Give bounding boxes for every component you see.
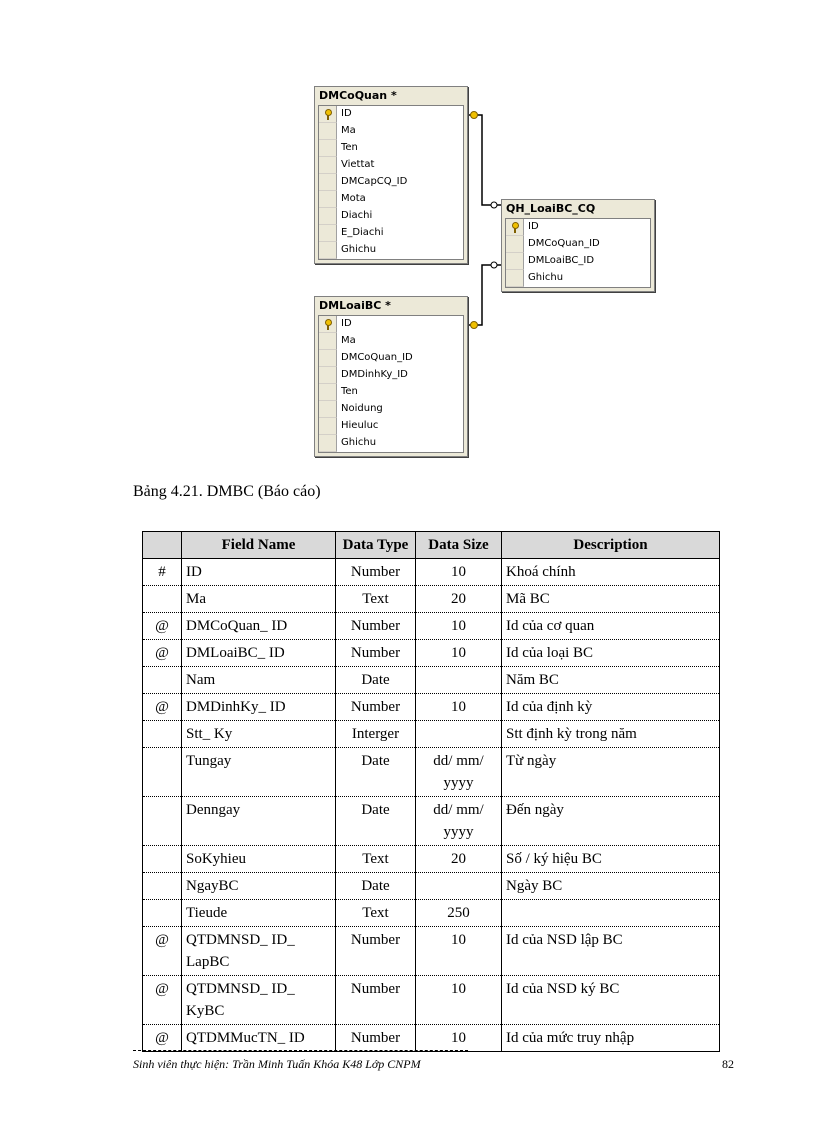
table-dmcoquan[interactable]	[314, 86, 468, 264]
field-row[interactable]	[319, 208, 463, 225]
cell-data-type: Number	[336, 559, 416, 586]
cell-field-name: QTDMMucTN_ ID	[182, 1025, 336, 1052]
table-row	[143, 1025, 720, 1052]
field-name: DMCoQuan_ID	[524, 236, 650, 253]
field-row[interactable]	[506, 253, 650, 270]
cell-data-size: 10	[416, 1025, 502, 1052]
field-row[interactable]	[506, 236, 650, 253]
cell-field-name: Tungay	[182, 748, 336, 797]
cell-data-size	[416, 873, 502, 900]
cell-data-type: Number	[336, 976, 416, 1025]
table-qh-loaibc-cq[interactable]	[501, 199, 655, 292]
cell-marker: @	[143, 927, 182, 976]
cell-data-type: Interger	[336, 721, 416, 748]
table-title: QH_LoaiBC_CQ	[506, 202, 596, 215]
table-row	[143, 613, 720, 640]
cell-description: Ngày BC	[502, 873, 720, 900]
cell-field-name: SoKyhieu	[182, 846, 336, 873]
table-title: DMLoaiBC *	[319, 299, 391, 312]
cell-data-size: 10	[416, 640, 502, 667]
field-name: Ten	[337, 140, 463, 157]
table-row	[143, 586, 720, 613]
relation-loaibc-line	[466, 265, 501, 325]
field-name: ID	[524, 219, 650, 236]
header-field-name: Field Name	[182, 532, 336, 559]
cell-field-name: ID	[182, 559, 336, 586]
field-name: DMCoQuan_ID	[337, 350, 463, 367]
field-row[interactable]	[506, 219, 650, 236]
cell-data-type: Date	[336, 873, 416, 900]
cell-data-size: dd/ mm/ yyyy	[416, 748, 502, 797]
cell-data-type: Number	[336, 640, 416, 667]
header-marker	[143, 532, 182, 559]
cell-field-name: Denngay	[182, 797, 336, 846]
field-row[interactable]	[319, 242, 463, 259]
field-row[interactable]	[319, 350, 463, 367]
table-row	[143, 748, 720, 797]
cell-field-name: NgayBC	[182, 873, 336, 900]
footer-divider	[133, 1050, 468, 1051]
cell-marker	[143, 748, 182, 797]
cell-marker	[143, 900, 182, 927]
cell-data-type: Number	[336, 613, 416, 640]
field-row[interactable]	[319, 316, 463, 333]
primary-key-icon	[324, 319, 332, 330]
field-name: DMDinhKy_ID	[337, 367, 463, 384]
cell-marker: @	[143, 976, 182, 1025]
field-table	[142, 531, 720, 1052]
cell-data-type: Date	[336, 667, 416, 694]
cell-marker: @	[143, 694, 182, 721]
cell-field-name: DMDinhKy_ ID	[182, 694, 336, 721]
cell-description: Id của định kỳ	[502, 694, 720, 721]
table-dmloaibc[interactable]	[314, 296, 468, 457]
cell-description: Năm BC	[502, 667, 720, 694]
cell-description: Id của loại BC	[502, 640, 720, 667]
cell-field-name: Nam	[182, 667, 336, 694]
cell-marker	[143, 586, 182, 613]
field-row[interactable]	[319, 140, 463, 157]
field-row[interactable]	[319, 435, 463, 452]
cell-marker: @	[143, 1025, 182, 1052]
table-row	[143, 640, 720, 667]
cell-marker	[143, 846, 182, 873]
table-header-row	[143, 532, 720, 559]
field-name: Ma	[337, 333, 463, 350]
field-name: Hieuluc	[337, 418, 463, 435]
field-name: DMLoaiBC_ID	[524, 253, 650, 270]
header-data-size: Data Size	[416, 532, 502, 559]
cell-field-name: QTDMNSD_ ID_ LapBC	[182, 927, 336, 976]
table-row	[143, 927, 720, 976]
table-title: DMCoQuan *	[319, 89, 397, 102]
cell-data-size	[416, 667, 502, 694]
field-name: E_Diachi	[337, 225, 463, 242]
cell-marker	[143, 667, 182, 694]
cell-data-type: Date	[336, 797, 416, 846]
field-name: Ghichu	[337, 242, 463, 259]
field-name: Noidung	[337, 401, 463, 418]
cell-description: Id của cơ quan	[502, 613, 720, 640]
field-row[interactable]	[319, 367, 463, 384]
table-row	[143, 797, 720, 846]
cell-description: Mã BC	[502, 586, 720, 613]
cell-data-type: Number	[336, 927, 416, 976]
relation-coquan-line	[466, 115, 501, 205]
table-row	[143, 846, 720, 873]
field-name: Viettat	[337, 157, 463, 174]
primary-key-icon	[324, 109, 332, 120]
cell-marker: @	[143, 640, 182, 667]
key-end-icon	[471, 112, 478, 119]
cell-data-type: Number	[336, 1025, 416, 1052]
field-name: Diachi	[337, 208, 463, 225]
field-row[interactable]	[319, 384, 463, 401]
page-number: 82	[722, 1057, 734, 1071]
field-row[interactable]	[319, 106, 463, 123]
cell-data-size: 250	[416, 900, 502, 927]
key-end-icon	[471, 322, 478, 329]
field-row[interactable]	[506, 270, 650, 287]
cell-data-size: 10	[416, 559, 502, 586]
cell-description: Số / ký hiệu BC	[502, 846, 720, 873]
table-row	[143, 667, 720, 694]
field-row[interactable]	[319, 333, 463, 350]
cell-data-size: 10	[416, 976, 502, 1025]
primary-key-icon	[511, 222, 519, 233]
field-name: Ma	[337, 123, 463, 140]
field-name: Ten	[337, 384, 463, 401]
cell-marker	[143, 797, 182, 846]
field-name: Ghichu	[337, 435, 463, 452]
field-name: Mota	[337, 191, 463, 208]
cell-description: Id của mức truy nhập	[502, 1025, 720, 1052]
cell-description: Id của NSD lập BC	[502, 927, 720, 976]
cell-description: Khoá chính	[502, 559, 720, 586]
cell-data-size: dd/ mm/ yyyy	[416, 797, 502, 846]
cell-data-size: 20	[416, 846, 502, 873]
header-data-type: Data Type	[336, 532, 416, 559]
cell-data-size: 20	[416, 586, 502, 613]
cell-description: Id của NSD ký BC	[502, 976, 720, 1025]
field-name: ID	[337, 106, 463, 123]
table-caption: Bảng 4.21. DMBC (Báo cáo)	[133, 483, 321, 500]
cell-data-type: Date	[336, 748, 416, 797]
cell-field-name: Stt_ Ky	[182, 721, 336, 748]
field-row[interactable]	[319, 225, 463, 242]
cell-data-type: Text	[336, 900, 416, 927]
field-row[interactable]	[319, 174, 463, 191]
cell-marker	[143, 873, 182, 900]
cell-field-name: QTDMNSD_ ID_ KyBC	[182, 976, 336, 1025]
field-row[interactable]	[319, 191, 463, 208]
cell-data-type: Text	[336, 846, 416, 873]
cell-marker: @	[143, 613, 182, 640]
cell-field-name: DMCoQuan_ ID	[182, 613, 336, 640]
cell-marker	[143, 721, 182, 748]
table-row	[143, 559, 720, 586]
field-row[interactable]	[319, 157, 463, 174]
cell-data-size: 10	[416, 927, 502, 976]
field-row[interactable]	[319, 418, 463, 435]
cell-data-type: Text	[336, 586, 416, 613]
cell-description: Đến ngày	[502, 797, 720, 846]
cell-marker: #	[143, 559, 182, 586]
table-row	[143, 976, 720, 1025]
database-diagram	[0, 0, 816, 470]
field-name: DMCapCQ_ID	[337, 174, 463, 191]
cell-description: Từ ngày	[502, 748, 720, 797]
table-row	[143, 873, 720, 900]
table-row	[143, 694, 720, 721]
field-row[interactable]	[319, 401, 463, 418]
table-row	[143, 721, 720, 748]
field-name: ID	[337, 316, 463, 333]
cell-data-size: 10	[416, 694, 502, 721]
cell-description	[502, 900, 720, 927]
cell-data-size: 10	[416, 613, 502, 640]
header-description: Description	[502, 532, 720, 559]
table-row	[143, 900, 720, 927]
infinity-end-icon	[491, 262, 497, 268]
cell-field-name: Ma	[182, 586, 336, 613]
cell-data-type: Number	[336, 694, 416, 721]
infinity-end-icon	[491, 202, 497, 208]
cell-field-name: Tieude	[182, 900, 336, 927]
cell-data-size	[416, 721, 502, 748]
field-name: Ghichu	[524, 270, 650, 287]
field-row[interactable]	[319, 123, 463, 140]
footer-author: Sinh viên thực hiện: Trần Minh Tuấn Khóa K48 Lớp CNPM	[133, 1057, 421, 1071]
cell-description: Stt định kỳ trong năm	[502, 721, 720, 748]
cell-field-name: DMLoaiBC_ ID	[182, 640, 336, 667]
